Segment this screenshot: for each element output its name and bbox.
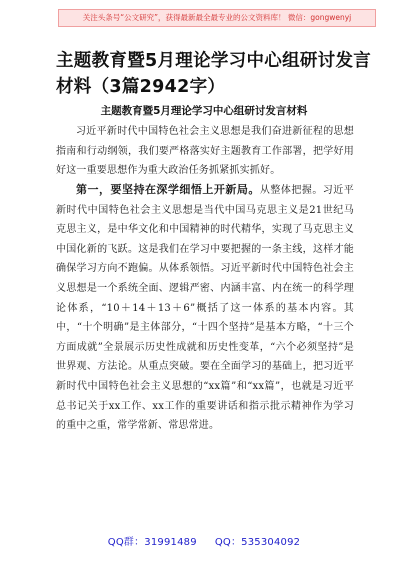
paragraph-lead: 第一，要坚持在深学细悟上开新局。 [76, 183, 260, 196]
document-heading: 主题教育暨5月理论学习中心组研讨发言材料 [100, 105, 308, 117]
paragraph-first-point [56, 180, 354, 436]
qq-number: QQ：535304092 [214, 537, 301, 548]
page-title: 主题教育暨5月理论学习中心组研讨发言材料（3篇2942字） [56, 51, 372, 97]
promo-banner: 关注头条号“公文研究”，获得最新最全最专业的公文资料库！ 微信：gongwenyj [58, 9, 376, 27]
qq-group-number: QQ群：31991489 [107, 537, 197, 548]
paragraph-body: 从整体把握。习近平新时代中国特色社会主义思想是当代中国马克思主义是21世纪马克思主义，是中华文化和中国精神的时代精华，实现了马克思主义中国化新的飞跃。这是我们在学习中要把握的一条主线，这样才能确保学习方向不跑偏。从体系领悟。习近平新时代中国特色社会主义思想是一个系统全面、逻辑严密、内涵丰富、内在统一的科学理论体系，“10＋14＋13＋6”概括了这一体系的基本内容。其中，“十个明确”是主体部分，“十四个坚持”是基本方略，“十三个方面成就”全景展示历史性成就和历史性变革，“六个必须坚持”是世界观、方法论。从重点突破。要在全面学习的基础上，把习近平新时代中国特色社会主义思想的“xx篇”和“xx篇”，也就是习近平总书记关于xx工作、xx工作的重要讲话和指示批示精神作为学习的重中之重，常学常新、常思常进。 [56, 185, 354, 432]
paragraph-intro: 习近平新时代中国特色社会主义思想是我们奋进新征程的思想指南和行动纲领，我们要严格落实好主题教育工作部署，把学好用好这一重要思想作为重大政治任务抓紧抓实抓好。 [56, 126, 354, 177]
footer-contacts [0, 533, 408, 548]
